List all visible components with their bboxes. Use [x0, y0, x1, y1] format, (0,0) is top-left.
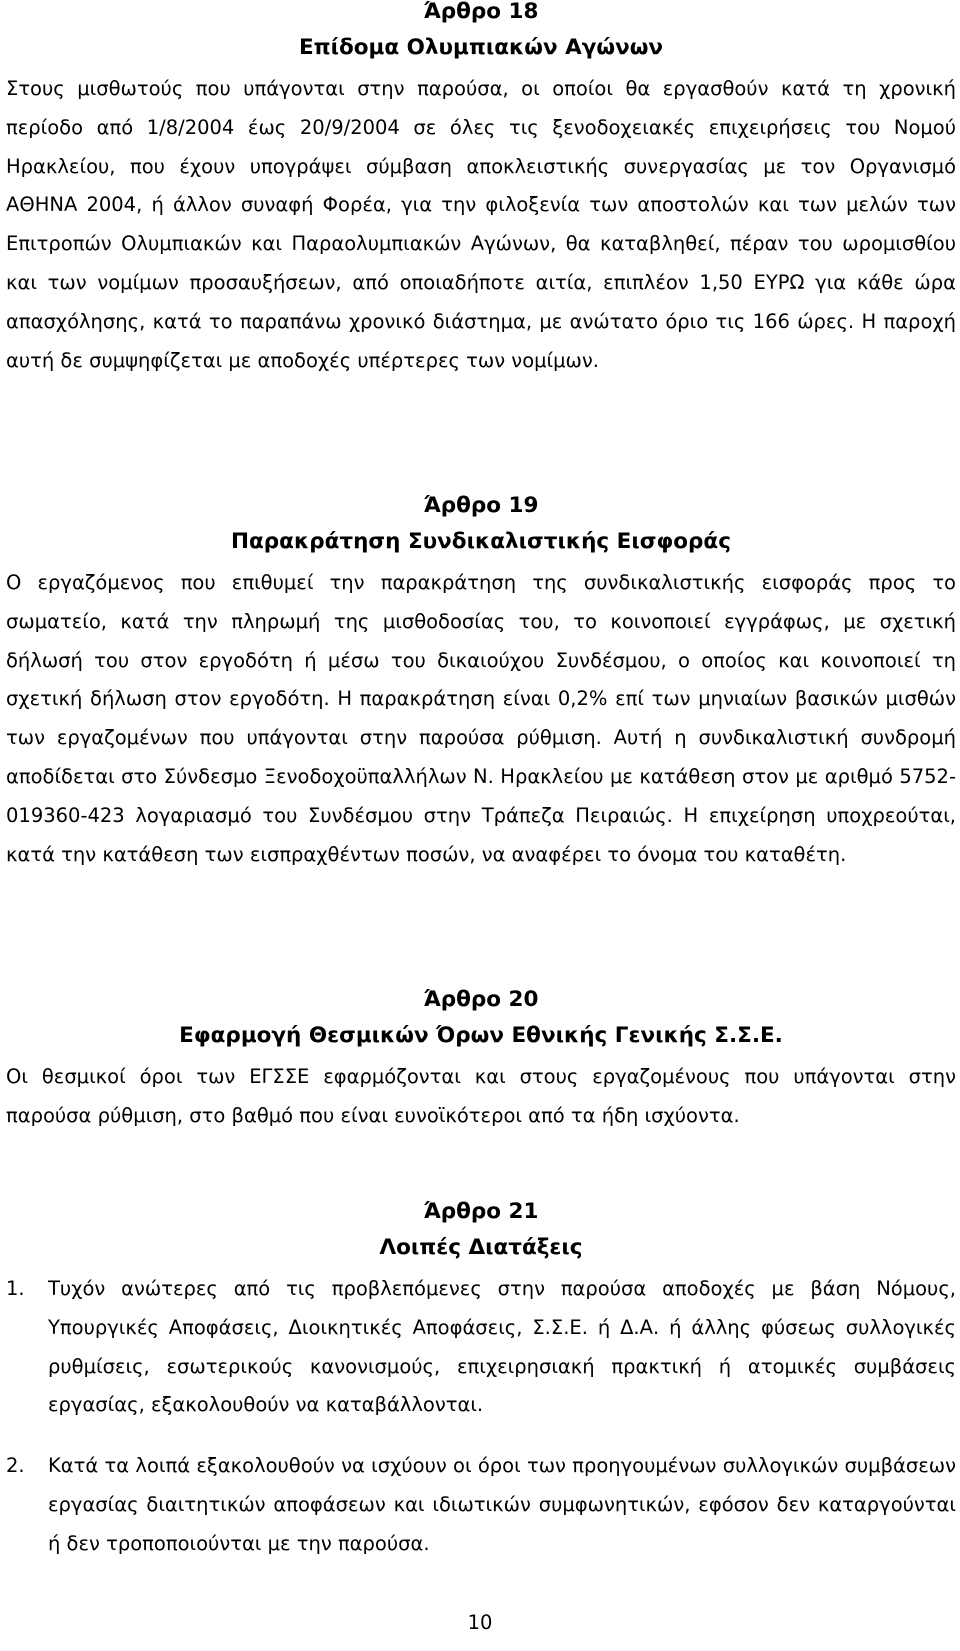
article-number: Άρθρο 19: [423, 493, 539, 518]
article-21: [6, 1194, 956, 1564]
list-item: [6, 1270, 956, 1425]
article-paragraph: Ο εργαζόμενος που επιθυμεί την παρακράτηση της συνδικαλιστικής εισφοράς προς το σωματείο, κατά την πληρωμή της μισθοδοσίας του, το κοινοποιεί εγγράφως, με σχετική δήλωσή του στον εργοδότη ή μέσω του δικαιούχου Συνδέσμου, ο οποίος και κοινοποιεί τη σχετική δήλωση στον εργοδότη. Η παρακράτηση είναι 0,2% επί των μηνιαίων βασικών μισθών των εργαζομένων που υπάγονται στην παρούσα ρύθμιση. Αυτή η συνδικαλιστική συνδρομή αποδίδεται στο Σύνδεσμο Ξενοδοχοϋπαλλήλων Ν. Ηρακλείου με κατάθεση στον με αριθμό 5752-019360-423 λογαριασμό του Συνδέσμου στην Τράπεζα Πειραιώς. Η επιχείρηση υποχρεούται, κατά την κατάθεση των εισπραχθέντων ποσών, να αναφέρει το όνομα του καταθέτη.: [6, 571, 956, 866]
article-title: Παρακράτηση Συνδικαλιστικής Εισφοράς: [231, 529, 731, 554]
article-paragraph: Οι θεσμικοί όροι των ΕΓΣΣΕ εφαρμόζονται και στους εργαζομένους που υπάγονται στην παρούσα ρύθμιση, στο βαθμό που είναι ευνοϊκότεροι από τα ήδη ισχύοντα.: [6, 1065, 956, 1127]
article-title: Λοιπές Διατάξεις: [379, 1235, 583, 1260]
article-title: Επίδομα Ολυμπιακών Αγώνων: [298, 35, 664, 60]
article-number: Άρθρο 18: [423, 0, 539, 24]
article-number: Άρθρο 20: [423, 987, 539, 1012]
article-title: Εφαρμογή Θεσμικών Όρων Εθνικής Γενικής Σ.Σ.Ε.: [179, 1023, 783, 1048]
list-item-text: Τυχόν ανώτερες από τις προβλεπόμενες στην παρούσα αποδοχές με βάση Νόμους, Υπουργικές Αποφάσεις, Διοικητικές Αποφάσεις, Σ.Σ.Ε. ή Δ.Α. ή άλλης φύσεως συλλογικές ρυθμίσεις, εσωτερικούς κανονισμούς, επιχειρησιακή πρακτική ή ατομικές συμβάσεις εργασίας, εξακολουθούν να καταβάλλονται.: [48, 1277, 956, 1417]
provisions-list: [6, 1270, 956, 1564]
article-18: [6, 0, 956, 380]
list-item-number: 1.: [6, 1277, 25, 1300]
article-20: [6, 982, 956, 1136]
list-item: [6, 1447, 956, 1563]
article-19: [6, 488, 956, 874]
page-number: 10: [467, 1611, 493, 1634]
article-number: Άρθρο 21: [423, 1199, 539, 1224]
list-item-text: Κατά τα λοιπά εξακολουθούν να ισχύουν οι όροι των προηγουμένων συλλογικών συμβάσεων εργασίας διαιτητικών αποφάσεων και ιδιωτικών συμφωνητικών, εφόσον δεν καταργούνται ή δεν τροποποιούνται με την παρούσα.: [48, 1454, 956, 1555]
list-item-number: 2.: [6, 1454, 25, 1478]
article-paragraph: Στους μισθωτούς που υπάγονται στην παρούσα, οι οποίοι θα εργασθούν κατά τη χρονική περίοδο από 1/8/2004 έως 20/9/2004 σε όλες τις ξενοδοχειακές επιχειρήσεις του Νομού Ηρακλείου, που έχουν υπογράψει σύμβαση αποκλειστικής συνεργασίας με τον Οργανισμό ΑΘΗΝΑ 2004, ή άλλον συναφή Φορέα, για την φιλοξενία των αποστολών και των μελών των Επιτροπών Ολυμπιακών και Παραολυμπιακών Αγώνων, θα καταβληθεί, πέραν του ωρομισθίου και των νομίμων προσαυξήσεων, από οποιαδήποτε αιτία, επιπλέον 1,50 ΕΥΡΩ για κάθε ώρα απασχόλησης, κατά το παραπάνω χρονικό διάστημα, με ανώτατο όριο τις 166 ώρες. Η παροχή αυτή δε συμψηφίζεται με αποδοχές υπέρτερες των νομίμων.: [6, 77, 956, 372]
